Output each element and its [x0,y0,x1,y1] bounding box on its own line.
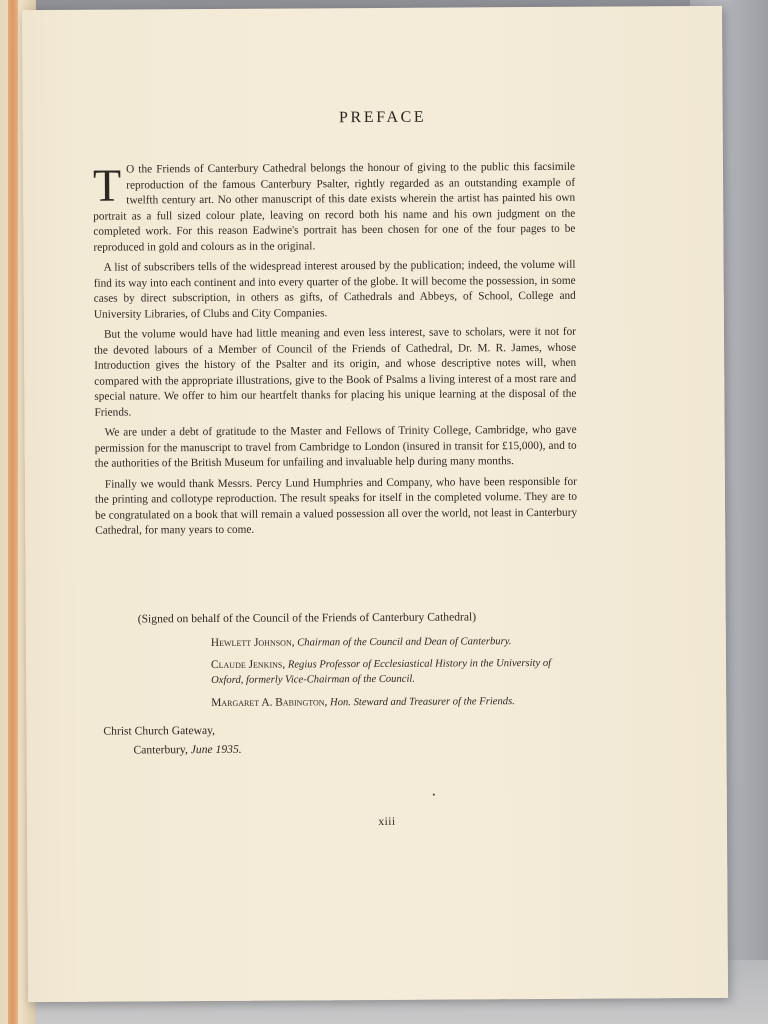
signatory-1 [211,634,583,651]
drop-cap: T [92,159,122,211]
signatory-2 [211,656,583,688]
signatory-name: Margaret A. Babington, [211,696,328,709]
page-title: PREFACE [338,108,427,127]
signatory-name: Hewlett Johnson, [210,636,295,649]
ink-speck [433,794,435,796]
paragraph-3: But the volume would have had little meaning and even less interest, save to scholars, were it not for the devoted labours of a Member of Council of the Friends of Cathedral, Dr. M. R. James, whose Introduction gives the history of the Psalter and its origin, and whose descriptive notes will, when compared with the appropriate illustrations, give to the Book of Psalms a living interest of a most rare and special nature. We offer to him our heartfelt thanks for placing his unique learning at the disposal of the Friends. [94,325,577,419]
signatory-name: Claude Jenkins, [210,658,286,671]
signatory-3 [211,694,583,711]
paragraph-2: A list of subscribers tells of the widespread interest aroused by the publication; indeed, the volume will find its way into each continent and into every quarter of the globe. It will become the possession, in some cases by direct subscription, in others as gifts, of Cathedrals and Abbeys, of School, College and University Libraries, of Clubs and City Companies. [93,258,576,321]
signatory-role: Regius Professor of Ecclesiastical History in the University of Oxford, formerly Vice-Chairman of the Council. [211,657,552,686]
signatory-role: Hon. Steward and Treasurer of the Friends. [329,696,515,709]
address-block [103,721,241,760]
address-line-1: Christ Church Gateway, [103,723,216,738]
preface-body [93,160,577,544]
book-page [22,6,728,1002]
address-line-2 [103,740,241,760]
book-spine [8,0,18,1024]
paragraph-5: Finally we would thank Messrs. Percy Lund Humphries and Company, who have been responsible for the printing and collotype reproduction. The result speaks for itself in the completed volume. They are to be congratulated on a book that will remain a valued possession all over the world, not least in Canterbury Cathedral, for many years to come. [94,475,578,537]
address-place: Canterbury, [133,743,188,757]
signed-line: (Signed on behalf of the Council of the Friends of Canterbury Cathedral) [137,610,477,626]
page-number: xiii [378,815,396,828]
address-date: June 1935. [190,742,242,757]
paragraph-1-text: O the Friends of Canterbury Cathedral belongs the honour of giving to the public this facsimile reproduction of the famous Canterbury Psalter, rightly regarded as an outstanding example of twelfth century art. No other manuscript of this date exists wherein the artist has painted his own portrait as a full sized colour plate, leaving on record both his name and his own judgment on the completed work. For this reason Eadwine's portrait has been chosen for one of the four pages to be reproduced in gold and colours as in the original. [93,160,576,254]
paragraph-1 [93,160,576,256]
paragraph-4: We are under a debt of gratitude to the Master and Fellows of Trinity College, Cambridge, who gave permission for the manuscript to travel from Cambridge to London (insured in transit for £15,000), and to the authorities of the British Museum for unfailing and invaluable help during many months. [94,423,577,470]
signatory-role: Chairman of the Council and Dean of Canterbury. [297,636,512,649]
